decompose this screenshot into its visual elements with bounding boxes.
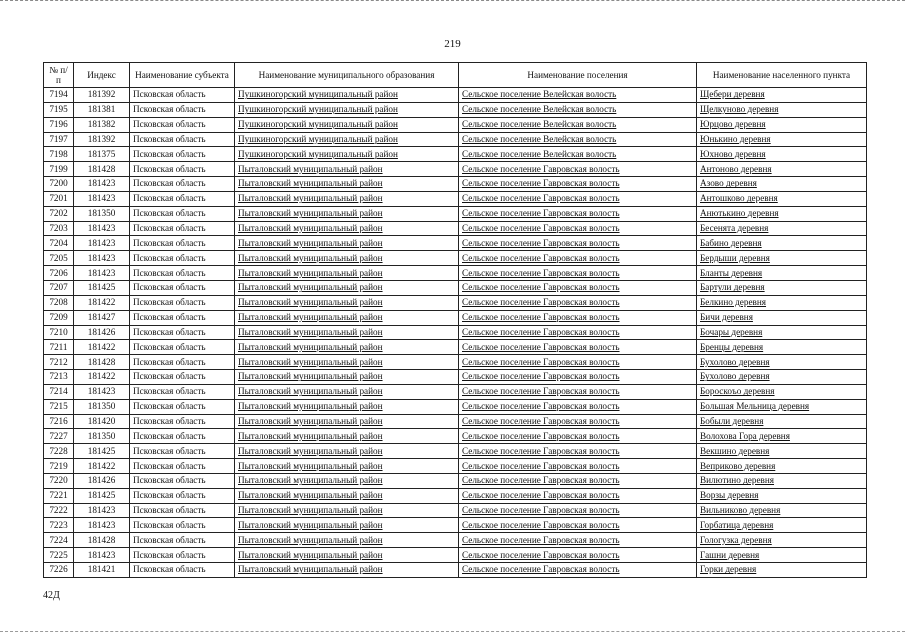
cell-locality: Азово деревня xyxy=(697,177,867,192)
cell-index: 181428 xyxy=(74,162,130,177)
cell-index: 181425 xyxy=(74,488,130,503)
cell-index: 181350 xyxy=(74,399,130,414)
cell-municipality: Пыталовский муниципальный район xyxy=(235,370,459,385)
cell-number: 7201 xyxy=(44,191,74,206)
cell-index: 181427 xyxy=(74,310,130,325)
cell-locality: Бороскоъо деревня xyxy=(697,384,867,399)
cell-settlement: Сельское поселение Гавровская волость xyxy=(459,429,697,444)
cell-locality: Бартули деревня xyxy=(697,280,867,295)
cell-index: 181423 xyxy=(74,384,130,399)
cell-municipality: Пыталовский муниципальный район xyxy=(235,206,459,221)
cell-locality: Ворзы деревня xyxy=(697,488,867,503)
cell-index: 181423 xyxy=(74,548,130,563)
table-row xyxy=(44,563,867,578)
table-body xyxy=(44,88,867,578)
cell-settlement: Сельское поселение Гавровская волость xyxy=(459,280,697,295)
cell-subject: Псковская область xyxy=(130,399,235,414)
bottom-scan-border xyxy=(0,631,905,632)
cell-subject: Псковская область xyxy=(130,473,235,488)
table-header-row xyxy=(44,63,867,88)
cell-index: 181382 xyxy=(74,117,130,132)
cell-municipality: Пыталовский муниципальный район xyxy=(235,310,459,325)
cell-municipality: Пыталовский муниципальный район xyxy=(235,221,459,236)
cell-locality: Гологузка деревня xyxy=(697,533,867,548)
footer-code: 42Д xyxy=(43,590,60,601)
cell-locality: Гашни деревня xyxy=(697,548,867,563)
cell-municipality: Пыталовский муниципальный район xyxy=(235,295,459,310)
cell-number: 7208 xyxy=(44,295,74,310)
cell-settlement: Сельское поселение Гавровская волость xyxy=(459,251,697,266)
cell-municipality: Пыталовский муниципальный район xyxy=(235,280,459,295)
cell-number: 7221 xyxy=(44,488,74,503)
cell-subject: Псковская область xyxy=(130,384,235,399)
cell-locality: Бобыли деревня xyxy=(697,414,867,429)
cell-municipality: Пыталовский муниципальный район xyxy=(235,563,459,578)
cell-number: 7213 xyxy=(44,370,74,385)
cell-settlement: Сельское поселение Гавровская волость xyxy=(459,473,697,488)
cell-locality: Антошково деревня xyxy=(697,191,867,206)
cell-municipality: Пушкиногорский муниципальный район xyxy=(235,117,459,132)
cell-number: 7209 xyxy=(44,310,74,325)
cell-number: 7200 xyxy=(44,177,74,192)
cell-settlement: Сельское поселение Гавровская волость xyxy=(459,310,697,325)
cell-subject: Псковская область xyxy=(130,444,235,459)
table-row xyxy=(44,325,867,340)
cell-settlement: Сельское поселение Велейская волость xyxy=(459,147,697,162)
cell-number: 7206 xyxy=(44,266,74,281)
cell-locality: Бердыши деревня xyxy=(697,251,867,266)
cell-subject: Псковская область xyxy=(130,503,235,518)
table-row xyxy=(44,102,867,117)
settlements-table xyxy=(43,62,867,578)
cell-subject: Псковская область xyxy=(130,236,235,251)
cell-settlement: Сельское поселение Гавровская волость xyxy=(459,295,697,310)
cell-settlement: Сельское поселение Гавровская волость xyxy=(459,325,697,340)
cell-index: 181423 xyxy=(74,266,130,281)
cell-subject: Псковская область xyxy=(130,88,235,103)
table-row xyxy=(44,355,867,370)
cell-index: 181423 xyxy=(74,236,130,251)
cell-settlement: Сельское поселение Гавровская волость xyxy=(459,503,697,518)
cell-settlement: Сельское поселение Гавровская волость xyxy=(459,266,697,281)
cell-settlement: Сельское поселение Велейская волость xyxy=(459,132,697,147)
cell-municipality: Пыталовский муниципальный район xyxy=(235,503,459,518)
cell-municipality: Пыталовский муниципальный район xyxy=(235,191,459,206)
cell-locality: Веприково деревня xyxy=(697,459,867,474)
cell-number: 7216 xyxy=(44,414,74,429)
cell-settlement: Сельское поселение Велейская волость xyxy=(459,102,697,117)
cell-index: 181422 xyxy=(74,340,130,355)
cell-settlement: Сельское поселение Гавровская волость xyxy=(459,236,697,251)
table-row xyxy=(44,310,867,325)
table-row xyxy=(44,370,867,385)
page-number: 219 xyxy=(444,38,461,50)
cell-subject: Псковская область xyxy=(130,488,235,503)
cell-subject: Псковская область xyxy=(130,533,235,548)
cell-municipality: Пыталовский муниципальный район xyxy=(235,355,459,370)
cell-locality: Юрцово деревня xyxy=(697,117,867,132)
cell-subject: Псковская область xyxy=(130,102,235,117)
cell-index: 181421 xyxy=(74,563,130,578)
cell-settlement: Сельское поселение Гавровская волость xyxy=(459,488,697,503)
cell-number: 7196 xyxy=(44,117,74,132)
table-row xyxy=(44,191,867,206)
cell-settlement: Сельское поселение Гавровская волость xyxy=(459,444,697,459)
cell-settlement: Сельское поселение Гавровская волость xyxy=(459,355,697,370)
header-cell-subject: Наименование субъекта xyxy=(130,63,235,88)
table-row xyxy=(44,488,867,503)
header-cell-locality: Наименование населенного пункта xyxy=(697,63,867,88)
cell-index: 181426 xyxy=(74,325,130,340)
table-row xyxy=(44,236,867,251)
cell-index: 181392 xyxy=(74,88,130,103)
cell-number: 7207 xyxy=(44,280,74,295)
table-row xyxy=(44,177,867,192)
cell-locality: Бренцы деревня xyxy=(697,340,867,355)
cell-settlement: Сельское поселение Гавровская волость xyxy=(459,384,697,399)
cell-subject: Псковская область xyxy=(130,295,235,310)
cell-settlement: Сельское поселение Гавровская волость xyxy=(459,563,697,578)
cell-municipality: Пыталовский муниципальный район xyxy=(235,162,459,177)
cell-index: 181423 xyxy=(74,221,130,236)
table-row xyxy=(44,459,867,474)
cell-municipality: Пыталовский муниципальный район xyxy=(235,414,459,429)
table-row xyxy=(44,399,867,414)
cell-number: 7199 xyxy=(44,162,74,177)
cell-locality: Юхново деревня xyxy=(697,147,867,162)
cell-subject: Псковская область xyxy=(130,132,235,147)
table-row xyxy=(44,280,867,295)
cell-number: 7215 xyxy=(44,399,74,414)
cell-municipality: Пушкиногорский муниципальный район xyxy=(235,102,459,117)
cell-municipality: Пыталовский муниципальный район xyxy=(235,325,459,340)
cell-subject: Псковская область xyxy=(130,563,235,578)
cell-index: 181422 xyxy=(74,370,130,385)
cell-locality: Щебери деревня xyxy=(697,88,867,103)
cell-subject: Псковская область xyxy=(130,414,235,429)
table-row xyxy=(44,88,867,103)
cell-settlement: Сельское поселение Гавровская волость xyxy=(459,548,697,563)
cell-number: 7220 xyxy=(44,473,74,488)
cell-municipality: Пыталовский муниципальный район xyxy=(235,340,459,355)
table-row xyxy=(44,533,867,548)
cell-municipality: Пыталовский муниципальный район xyxy=(235,473,459,488)
cell-number: 7212 xyxy=(44,355,74,370)
cell-municipality: Пыталовский муниципальный район xyxy=(235,266,459,281)
cell-index: 181375 xyxy=(74,147,130,162)
cell-index: 181428 xyxy=(74,533,130,548)
cell-locality: Бланты деревня xyxy=(697,266,867,281)
table-row xyxy=(44,251,867,266)
cell-number: 7197 xyxy=(44,132,74,147)
cell-settlement: Сельское поселение Гавровская волость xyxy=(459,221,697,236)
cell-settlement: Сельское поселение Велейская волость xyxy=(459,117,697,132)
cell-number: 7226 xyxy=(44,563,74,578)
cell-settlement: Сельское поселение Велейская волость xyxy=(459,88,697,103)
cell-index: 181423 xyxy=(74,518,130,533)
cell-municipality: Пыталовский муниципальный район xyxy=(235,429,459,444)
cell-subject: Псковская область xyxy=(130,280,235,295)
cell-index: 181425 xyxy=(74,444,130,459)
cell-number: 7224 xyxy=(44,533,74,548)
table-row xyxy=(44,548,867,563)
cell-settlement: Сельское поселение Гавровская волость xyxy=(459,370,697,385)
table-row xyxy=(44,266,867,281)
table-row xyxy=(44,206,867,221)
cell-municipality: Пыталовский муниципальный район xyxy=(235,251,459,266)
cell-index: 181423 xyxy=(74,251,130,266)
header-cell-settlement: Наименование поселения xyxy=(459,63,697,88)
cell-municipality: Пыталовский муниципальный район xyxy=(235,548,459,563)
cell-municipality: Пыталовский муниципальный район xyxy=(235,399,459,414)
table-row xyxy=(44,117,867,132)
cell-municipality: Пыталовский муниципальный район xyxy=(235,384,459,399)
cell-settlement: Сельское поселение Гавровская волость xyxy=(459,340,697,355)
cell-subject: Псковская область xyxy=(130,177,235,192)
table-row xyxy=(44,340,867,355)
table-row xyxy=(44,518,867,533)
cell-index: 181381 xyxy=(74,102,130,117)
cell-locality: Большая Мельница деревня xyxy=(697,399,867,414)
cell-number: 7198 xyxy=(44,147,74,162)
cell-index: 181423 xyxy=(74,191,130,206)
cell-subject: Псковская область xyxy=(130,429,235,444)
cell-index: 181425 xyxy=(74,280,130,295)
table-row xyxy=(44,132,867,147)
cell-index: 181422 xyxy=(74,459,130,474)
cell-locality: Горки деревня xyxy=(697,563,867,578)
cell-number: 7214 xyxy=(44,384,74,399)
cell-municipality: Пыталовский муниципальный район xyxy=(235,236,459,251)
cell-locality: Бухолово деревня xyxy=(697,370,867,385)
cell-number: 7225 xyxy=(44,548,74,563)
table-row xyxy=(44,429,867,444)
cell-settlement: Сельское поселение Гавровская волость xyxy=(459,414,697,429)
cell-number: 7211 xyxy=(44,340,74,355)
cell-locality: Бухолово деревня xyxy=(697,355,867,370)
cell-locality: Щелкуново деревня xyxy=(697,102,867,117)
cell-municipality: Пыталовский муниципальный район xyxy=(235,459,459,474)
cell-locality: Бочары деревня xyxy=(697,325,867,340)
top-scan-border xyxy=(0,0,905,4)
table-row xyxy=(44,384,867,399)
cell-subject: Псковская область xyxy=(130,221,235,236)
cell-settlement: Сельское поселение Гавровская волость xyxy=(459,206,697,221)
cell-locality: Волохова Гора деревня xyxy=(697,429,867,444)
cell-number: 7202 xyxy=(44,206,74,221)
cell-subject: Псковская область xyxy=(130,266,235,281)
cell-subject: Псковская область xyxy=(130,340,235,355)
cell-settlement: Сельское поселение Гавровская волость xyxy=(459,191,697,206)
header-cell-municipality: Наименование муниципального образования xyxy=(235,63,459,88)
cell-subject: Псковская область xyxy=(130,162,235,177)
cell-subject: Псковская область xyxy=(130,117,235,132)
cell-number: 7227 xyxy=(44,429,74,444)
cell-settlement: Сельское поселение Гавровская волость xyxy=(459,162,697,177)
table-row xyxy=(44,295,867,310)
cell-settlement: Сельское поселение Гавровская волость xyxy=(459,518,697,533)
cell-subject: Псковская область xyxy=(130,548,235,563)
cell-settlement: Сельское поселение Гавровская волость xyxy=(459,399,697,414)
cell-subject: Псковская область xyxy=(130,191,235,206)
cell-index: 181428 xyxy=(74,355,130,370)
cell-number: 7210 xyxy=(44,325,74,340)
cell-subject: Псковская область xyxy=(130,251,235,266)
cell-subject: Псковская область xyxy=(130,310,235,325)
cell-number: 7205 xyxy=(44,251,74,266)
cell-number: 7228 xyxy=(44,444,74,459)
cell-locality: Антоново деревня xyxy=(697,162,867,177)
cell-municipality: Пушкиногорский муниципальный район xyxy=(235,88,459,103)
cell-index: 181423 xyxy=(74,503,130,518)
cell-municipality: Пушкиногорский муниципальный район xyxy=(235,147,459,162)
cell-subject: Псковская область xyxy=(130,147,235,162)
cell-locality: Бичи деревня xyxy=(697,310,867,325)
cell-subject: Псковская область xyxy=(130,370,235,385)
cell-locality: Вилютино деревня xyxy=(697,473,867,488)
cell-number: 7204 xyxy=(44,236,74,251)
cell-municipality: Пыталовский муниципальный район xyxy=(235,177,459,192)
cell-locality: Вильниково деревня xyxy=(697,503,867,518)
cell-index: 181420 xyxy=(74,414,130,429)
cell-settlement: Сельское поселение Гавровская волость xyxy=(459,177,697,192)
cell-locality: Белкино деревня xyxy=(697,295,867,310)
cell-subject: Псковская область xyxy=(130,325,235,340)
table-row xyxy=(44,414,867,429)
cell-number: 7223 xyxy=(44,518,74,533)
cell-settlement: Сельское поселение Гавровская волость xyxy=(459,459,697,474)
cell-number: 7194 xyxy=(44,88,74,103)
table-row xyxy=(44,444,867,459)
cell-subject: Псковская область xyxy=(130,206,235,221)
header-cell-number: № п/п xyxy=(44,63,74,88)
cell-subject: Псковская область xyxy=(130,459,235,474)
cell-subject: Псковская область xyxy=(130,355,235,370)
cell-number: 7195 xyxy=(44,102,74,117)
cell-number: 7222 xyxy=(44,503,74,518)
cell-index: 181392 xyxy=(74,132,130,147)
cell-locality: Горбатица деревня xyxy=(697,518,867,533)
cell-locality: Бесенята деревня xyxy=(697,221,867,236)
cell-municipality: Пыталовский муниципальный район xyxy=(235,533,459,548)
table-row xyxy=(44,162,867,177)
cell-number: 7219 xyxy=(44,459,74,474)
table-row xyxy=(44,473,867,488)
cell-municipality: Пыталовский муниципальный район xyxy=(235,518,459,533)
table-row xyxy=(44,221,867,236)
cell-settlement: Сельское поселение Гавровская волость xyxy=(459,533,697,548)
cell-municipality: Пыталовский муниципальный район xyxy=(235,444,459,459)
cell-municipality: Пыталовский муниципальный район xyxy=(235,488,459,503)
cell-number: 7203 xyxy=(44,221,74,236)
cell-index: 181422 xyxy=(74,295,130,310)
cell-subject: Псковская область xyxy=(130,518,235,533)
cell-index: 181423 xyxy=(74,177,130,192)
cell-locality: Бабино деревня xyxy=(697,236,867,251)
cell-index: 181350 xyxy=(74,429,130,444)
cell-municipality: Пушкиногорский муниципальный район xyxy=(235,132,459,147)
table-row xyxy=(44,503,867,518)
header-cell-index: Индекс xyxy=(74,63,130,88)
cell-locality: Анютькино деревня xyxy=(697,206,867,221)
table-row xyxy=(44,147,867,162)
cell-locality: Юнькино деревня xyxy=(697,132,867,147)
cell-index: 181426 xyxy=(74,473,130,488)
cell-locality: Векшино деревня xyxy=(697,444,867,459)
cell-index: 181350 xyxy=(74,206,130,221)
